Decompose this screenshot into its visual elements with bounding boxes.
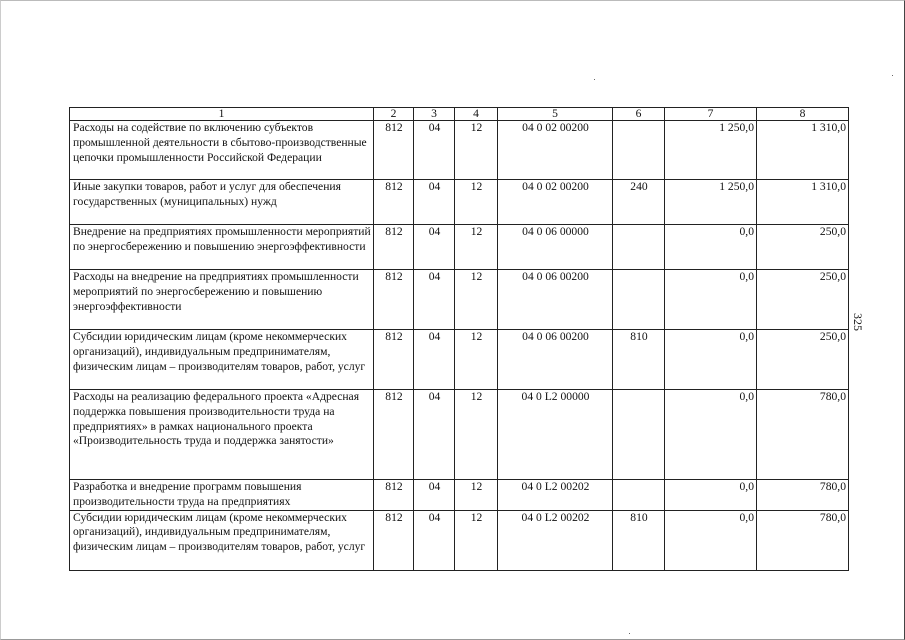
department-code-cell: 812 — [374, 330, 414, 390]
header-cell: 6 — [613, 108, 665, 121]
target-article-cell: 04 0 02 00200 — [498, 121, 613, 180]
expense-name-cell: Расходы на содействие по включению субъектов промышленной деятельности в сбытово-производственные цепочки промышленности Российской Федерации — [70, 121, 374, 180]
amount-col8-cell: 780,0 — [757, 480, 849, 511]
header-cell: 7 — [665, 108, 757, 121]
department-code-cell: 812 — [374, 180, 414, 225]
subsection-code-cell: 12 — [455, 330, 498, 390]
section-code-cell: 04 — [414, 180, 455, 225]
target-article-cell: 04 0 L2 00202 — [498, 510, 613, 570]
expense-name-cell: Внедрение на предприятиях промышленности мероприятий по энергосбережению и повышению энергоэффективности — [70, 225, 374, 270]
amount-col7-cell: 0,0 — [665, 480, 757, 511]
header-cell: 5 — [498, 108, 613, 121]
section-code-cell: 04 — [414, 225, 455, 270]
section-code-cell: 04 — [414, 480, 455, 511]
scan-speck — [892, 75, 893, 76]
header-cell: 1 — [70, 108, 374, 121]
table-row — [70, 510, 849, 570]
table-row — [70, 180, 849, 225]
amount-col8-cell: 250,0 — [757, 330, 849, 390]
amount-col8-cell: 780,0 — [757, 390, 849, 480]
expense-name-cell: Субсидии юридическим лицам (кроме некоммерческих организаций), индивидуальным предпринимателям, физическим лицам – производителям товаров, работ, услуг — [70, 510, 374, 570]
amount-col7-cell: 0,0 — [665, 270, 757, 330]
expense-name-cell: Расходы на внедрение на предприятиях промышленности мероприятий по энергосбережению и повышению энергоэффективности — [70, 270, 374, 330]
table-row — [70, 330, 849, 390]
department-code-cell: 812 — [374, 270, 414, 330]
expense-type-cell: 810 — [613, 330, 665, 390]
table-header-row — [70, 108, 849, 121]
amount-col8-cell: 780,0 — [757, 510, 849, 570]
section-code-cell: 04 — [414, 510, 455, 570]
section-code-cell: 04 — [414, 121, 455, 180]
expense-type-cell — [613, 390, 665, 480]
department-code-cell: 812 — [374, 480, 414, 511]
expense-type-cell: 810 — [613, 510, 665, 570]
expense-type-cell: 240 — [613, 180, 665, 225]
subsection-code-cell: 12 — [455, 510, 498, 570]
amount-col8-cell: 1 310,0 — [757, 180, 849, 225]
amount-col7-cell: 0,0 — [665, 510, 757, 570]
header-cell: 3 — [414, 108, 455, 121]
subsection-code-cell: 12 — [455, 225, 498, 270]
section-code-cell: 04 — [414, 330, 455, 390]
amount-col8-cell: 250,0 — [757, 225, 849, 270]
expense-type-cell — [613, 225, 665, 270]
scan-speck — [594, 79, 595, 80]
department-code-cell: 812 — [374, 510, 414, 570]
expense-type-cell — [613, 121, 665, 180]
amount-col8-cell: 1 310,0 — [757, 121, 849, 180]
header-cell: 4 — [455, 108, 498, 121]
target-article-cell: 04 0 06 00200 — [498, 270, 613, 330]
target-article-cell: 04 0 L2 00000 — [498, 390, 613, 480]
page-number: 325 — [851, 313, 865, 331]
table-row — [70, 121, 849, 180]
amount-col7-cell: 1 250,0 — [665, 180, 757, 225]
subsection-code-cell: 12 — [455, 390, 498, 480]
expense-type-cell — [613, 480, 665, 511]
expense-name-cell: Расходы на реализацию федерального проекта «Адресная поддержка повышения производительности труда на предприятиях» в рамках национального проекта «Производительность труда и поддержка занятости» — [70, 390, 374, 480]
target-article-cell: 04 0 02 00200 — [498, 180, 613, 225]
target-article-cell: 04 0 06 00200 — [498, 330, 613, 390]
scan-speck — [629, 633, 630, 634]
expense-type-cell — [613, 270, 665, 330]
department-code-cell: 812 — [374, 390, 414, 480]
expense-name-cell: Субсидии юридическим лицам (кроме некоммерческих организаций), индивидуальным предпринимателям, физическим лицам – производителям товаров, работ, услуг — [70, 330, 374, 390]
department-code-cell: 812 — [374, 121, 414, 180]
table-row — [70, 480, 849, 511]
expense-name-cell: Иные закупки товаров, работ и услуг для обеспечения государственных (муниципальных) нужд — [70, 180, 374, 225]
amount-col8-cell: 250,0 — [757, 270, 849, 330]
amount-col7-cell: 1 250,0 — [665, 121, 757, 180]
header-cell: 2 — [374, 108, 414, 121]
subsection-code-cell: 12 — [455, 270, 498, 330]
table-row — [70, 390, 849, 480]
target-article-cell: 04 0 06 00000 — [498, 225, 613, 270]
amount-col7-cell: 0,0 — [665, 225, 757, 270]
table-row — [70, 225, 849, 270]
section-code-cell: 04 — [414, 270, 455, 330]
department-code-cell: 812 — [374, 225, 414, 270]
target-article-cell: 04 0 L2 00202 — [498, 480, 613, 511]
expense-name-cell: Разработка и внедрение программ повышения производительности труда на предприятиях — [70, 480, 374, 511]
header-cell: 8 — [757, 108, 849, 121]
subsection-code-cell: 12 — [455, 480, 498, 511]
subsection-code-cell: 12 — [455, 121, 498, 180]
amount-col7-cell: 0,0 — [665, 390, 757, 480]
amount-col7-cell: 0,0 — [665, 330, 757, 390]
subsection-code-cell: 12 — [455, 180, 498, 225]
budget-table — [69, 107, 849, 571]
section-code-cell: 04 — [414, 390, 455, 480]
table-row — [70, 270, 849, 330]
